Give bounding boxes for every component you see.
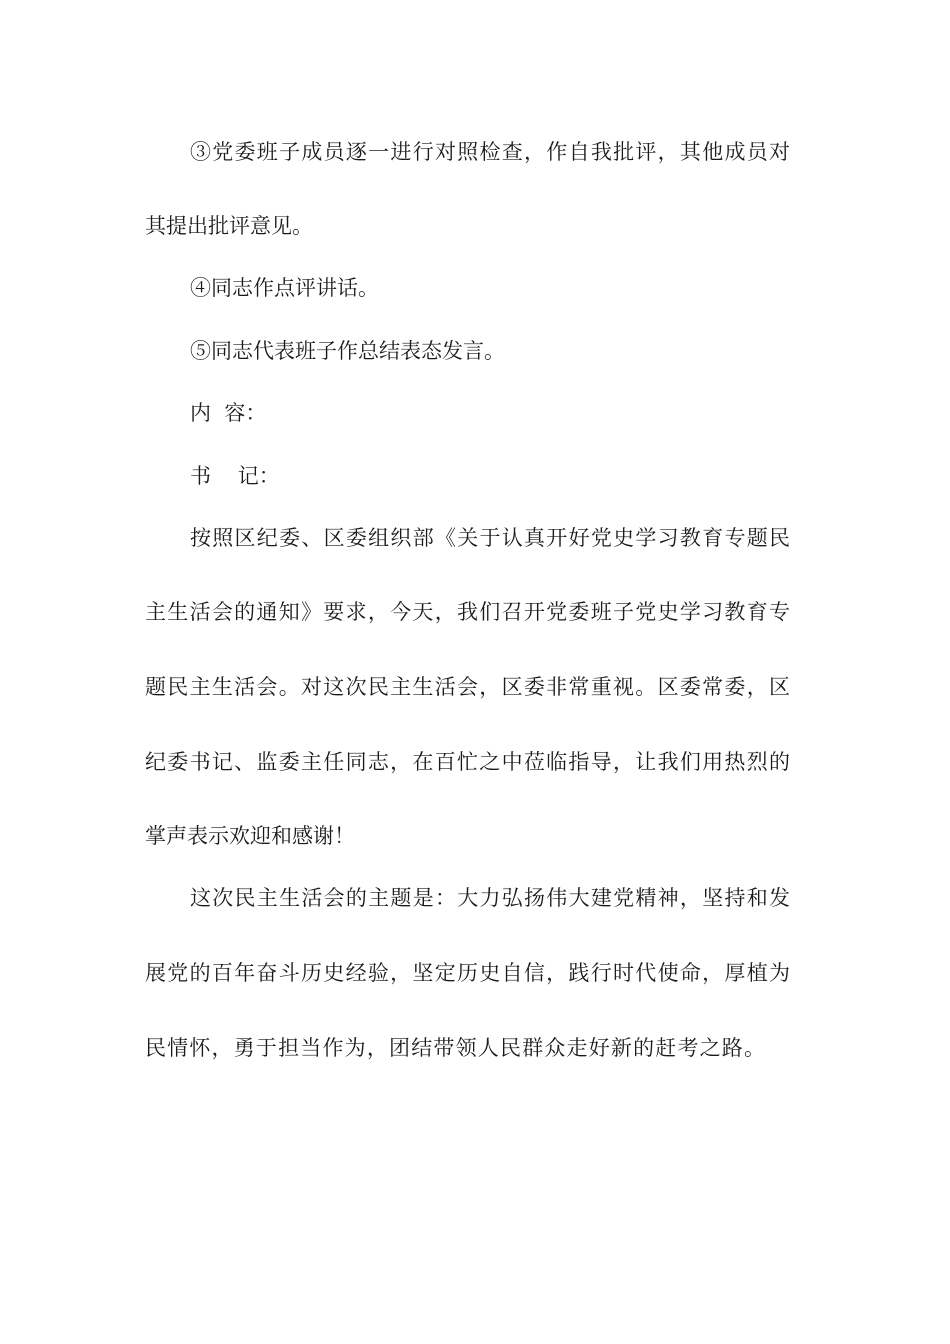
paragraph-line: 民情怀，勇于担当作为，团结带领人民群众走好新的赶考之路。 xyxy=(145,1036,765,1060)
paragraph-line: 主生活会的通知》要求，今天，我们召开党委班子党史学习教育专 xyxy=(145,600,790,624)
paragraph-line: ③党委班子成员逐一进行对照检查，作自我批评，其他成员对 xyxy=(190,140,790,164)
paragraph-line: 纪委书记、监委主任同志，在百忙之中莅临指导，让我们用热烈的 xyxy=(145,750,790,774)
paragraph-line: 这次民主生活会的主题是：大力弘扬伟大建党精神，坚持和发 xyxy=(190,886,790,910)
paragraph-line: ④同志作点评讲话。 xyxy=(190,276,379,300)
section-label: 内 容： xyxy=(190,401,267,425)
paragraph-line: 掌声表示欢迎和感谢！ xyxy=(145,824,355,848)
paragraph-line: 题民主生活会。对这次民主生活会，区委非常重视。区委常委，区 xyxy=(145,675,790,699)
speaker-label: 书 记： xyxy=(190,464,280,488)
paragraph-line: ⑤同志代表班子作总结表态发言。 xyxy=(190,339,505,363)
paragraph-line: 展党的百年奋斗历史经验，坚定历史自信，践行时代使命，厚植为 xyxy=(145,961,790,985)
paragraph-line: 其提出批评意见。 xyxy=(145,214,313,238)
paragraph-line: 按照区纪委、区委组织部《关于认真开好党史学习教育专题民 xyxy=(190,526,790,550)
